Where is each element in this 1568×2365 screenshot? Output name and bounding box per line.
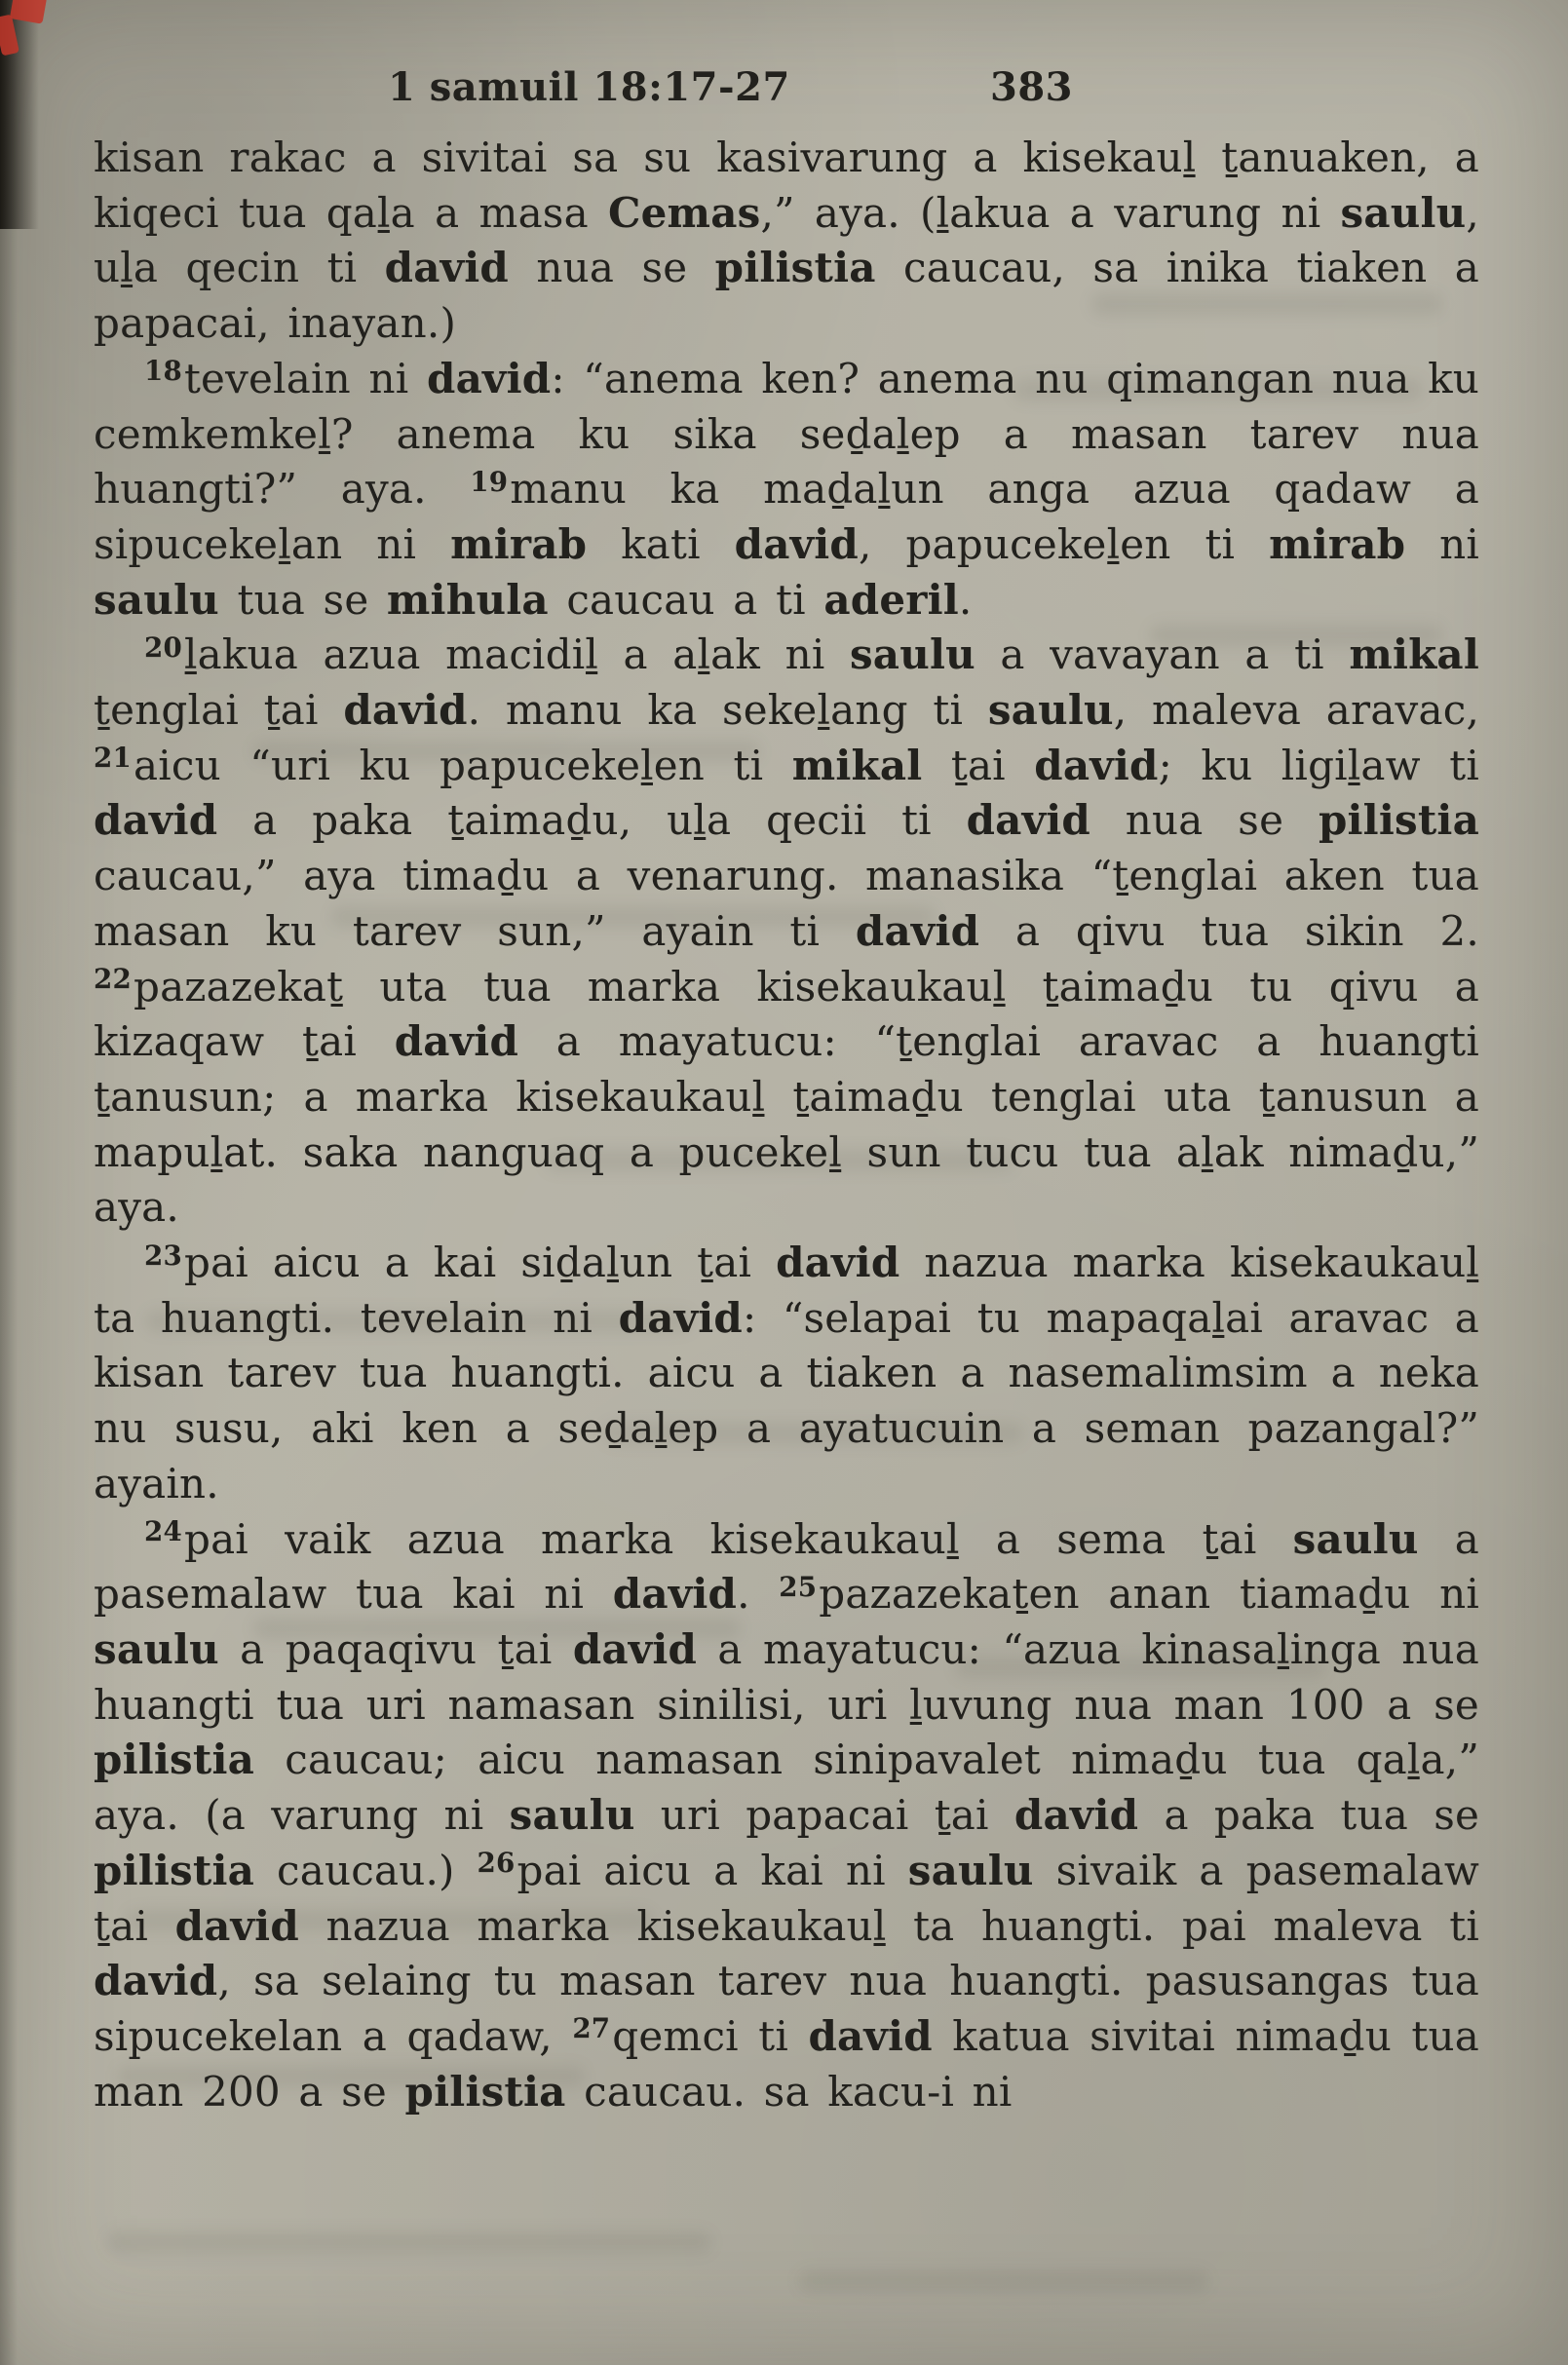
text-run: a vavayan a ti [975, 630, 1350, 679]
red-pen-mark [10, 0, 47, 24]
verse-number: 19 [470, 465, 509, 498]
proper-noun: david [1013, 1791, 1139, 1840]
proper-noun: saulu [987, 686, 1114, 735]
text-run: a paka tua se [1138, 1791, 1479, 1840]
text-run: ; ku ligiḻaw ti [1158, 741, 1479, 789]
text-run: a qivu tua sikin 2. [979, 906, 1479, 955]
proper-noun: mikal [791, 741, 923, 789]
proper-noun: david [384, 244, 509, 292]
proper-noun: mihula [386, 575, 549, 624]
text-run: pai aicu a kai siḏaḻun ṯai [183, 1239, 777, 1287]
verse-number: 22 [94, 963, 132, 996]
text-run: caucau a ti [548, 575, 824, 624]
proper-noun: saulu [94, 1624, 219, 1673]
text-run: a paka ṯaimaḏu, uḻa qecii ti [217, 796, 967, 845]
text-run: , uḻa qecin ti [94, 188, 1479, 292]
proper-noun: david [94, 1957, 218, 2005]
proper-noun: saulu [849, 630, 975, 679]
proper-noun: mikal [1349, 630, 1479, 679]
paragraph [94, 1512, 1479, 2120]
text-run: a mayatucu: “azua kinasaḻinga nua huangti tua uri namasan sinilisi, uri ḻuvung nua man 100 a se [94, 1624, 1479, 1729]
proper-noun: david [734, 519, 859, 568]
page-header [0, 64, 1568, 115]
text-run: a mayatucu: “ṯenglai aravac a huangti ṯanusun; a marka kisekaukauḻ ṯaimaḏu tenglai uta ṯanusun a mapuḻat. saka nanguaq a pucekeḻ sun tucu tua aḻak nimaḏu,” aya. [94, 1017, 1479, 1232]
proper-noun: pilistia [404, 2067, 566, 2116]
text-run: . manu ka sekeḻang ti [467, 686, 988, 735]
proper-noun: Cemas [608, 188, 761, 237]
text-run: , papucekeḻen ti [858, 519, 1270, 568]
text-run: ni [1405, 519, 1480, 568]
text-run: nua se [508, 244, 715, 292]
proper-noun: david [343, 686, 468, 735]
text-run: kati [587, 519, 735, 568]
verse-number: 25 [779, 1570, 818, 1603]
text-run: . [737, 1570, 780, 1619]
text-run: caucau. sa kacu-i ni [565, 2067, 1013, 2116]
proper-noun: mirab [1269, 519, 1406, 568]
page-edge-shadow [0, 0, 18, 2365]
text-run: ṯai [922, 741, 1035, 789]
running-title: 1 samuil 18:17-27 [388, 64, 790, 110]
text-run: . [958, 575, 973, 624]
proper-noun: david [808, 2011, 933, 2060]
verse-number: 27 [572, 2012, 611, 2045]
proper-noun: david [394, 1017, 519, 1066]
proper-noun: saulu [907, 1846, 1034, 1894]
verse-number: 20 [144, 630, 182, 664]
text-run: aicu “uri ku papucekeḻen ti [133, 741, 792, 789]
proper-noun: mirab [450, 519, 588, 568]
proper-noun: david [612, 1570, 738, 1619]
proper-noun: david [572, 1624, 698, 1673]
text-run: nazua marka kisekaukauḻ ta huangti. pai maleva ti [298, 1901, 1479, 1950]
verse-number: 26 [477, 1847, 516, 1880]
proper-noun: saulu [1340, 188, 1467, 237]
paragraph [94, 1236, 1479, 1512]
text-run: ḻakua azua macidiḻ a aḻak ni [183, 630, 850, 679]
bleed-through-smudge [107, 2231, 711, 2253]
text-run: , sa selaing tu masan tarev nua huangti. pasusangas tua sipucekelan a qadaw, [94, 1957, 1479, 2060]
text-run: manu ka maḏaḻun anga azua qadaw a sipucekeḻan ni [94, 465, 1479, 568]
proper-noun: aderil [823, 575, 959, 624]
proper-noun: saulu [509, 1791, 635, 1840]
text-run: , maleva aravac, [1113, 686, 1479, 735]
text-body [94, 131, 1479, 2119]
text-run: ,” aya. (ḻakua a varung ni [760, 188, 1341, 237]
text-run: qemci ti [612, 2011, 809, 2060]
proper-noun: david [427, 354, 552, 402]
proper-noun: pilistia [94, 1736, 255, 1784]
paragraph [94, 628, 1479, 1236]
verse-number: 18 [144, 355, 182, 388]
text-run: pazazekaṯ uta tua marka kisekaukauḻ ṯaimaḏu tu qivu a kizaqaw ṯai [94, 962, 1479, 1066]
text-run: a paqaqivu ṯai [218, 1624, 573, 1673]
proper-noun: david [174, 1901, 299, 1950]
text-run: kisan rakac a sivitai sa su kasivarung a kisekauḻ ṯanuaken, a kiqeci tua qaḻa a masa [94, 134, 1479, 237]
red-pen-mark [0, 15, 19, 57]
text-run: nua se [1090, 796, 1319, 845]
text-run: nazua marka kisekaukauḻ ta huangti. tevelain ni [94, 1239, 1479, 1342]
proper-noun: david [855, 906, 980, 955]
paragraph [94, 352, 1479, 629]
verse-number: 21 [94, 742, 132, 775]
text-run: : “selapai tu mapaqaḻai aravac a kisan tarev tua huangti. aicu a tiaken a nasemalimsim a neka nu susu, aki ken a seḏaḻep a ayatucuin a seman pazangal?” ayain. [94, 1293, 1479, 1507]
text-run: uri papacai ṯai [634, 1791, 1014, 1840]
verse-number: 24 [144, 1515, 182, 1548]
proper-noun: saulu [94, 575, 219, 624]
proper-noun: pilistia [94, 1846, 255, 1894]
text-run: katua sivitai nimaḏu tua man 200 a se [94, 2011, 1479, 2116]
text-run: pai aicu a kai ni [516, 1846, 908, 1894]
paragraph [94, 131, 1479, 352]
text-run: pai vaik azua marka kisekaukauḻ a sema ṯai [183, 1514, 1293, 1563]
proper-noun: saulu [1292, 1514, 1419, 1563]
text-run: tua se [218, 575, 387, 624]
proper-noun: david [618, 1293, 743, 1342]
proper-noun: david [776, 1239, 900, 1287]
text-run: caucau,” aya timaḏu a venarung. manasika “ṯenglai aken tua masan ku tarev sun,” ayain ti [94, 852, 1479, 955]
proper-noun: david [94, 796, 218, 845]
proper-noun: pilistia [1318, 796, 1480, 845]
bleed-through-smudge [799, 2270, 1208, 2292]
text-run: caucau.) [254, 1846, 478, 1894]
text-run: sivaik a pasemalaw ṯai [94, 1846, 1479, 1950]
text-run: caucau; aicu namasan sinipavalet nimaḏu tua qaḻa,” aya. (a varung ni [94, 1736, 1479, 1840]
proper-noun: pilistia [714, 244, 876, 292]
text-run: a pasemalaw tua kai ni [94, 1514, 1479, 1619]
page-number: 383 [990, 64, 1073, 110]
text-run: : “anema ken? anema nu qimangan nua ku cemkemkeḻ? anema ku sika seḏaḻep a masan tarev nua huangti?” aya. [94, 354, 1479, 514]
text-run: caucau, sa inika tiaken a papacai, inayan.) [94, 244, 1480, 348]
text-run: tevelain ni [183, 354, 427, 402]
proper-noun: david [966, 796, 1090, 845]
text-run: ṯenglai ṯai [94, 686, 344, 735]
verse-number: 23 [144, 1239, 182, 1272]
text-run: pazazekaṯen anan tiamaḏu ni [819, 1570, 1479, 1619]
proper-noun: david [1034, 741, 1159, 789]
